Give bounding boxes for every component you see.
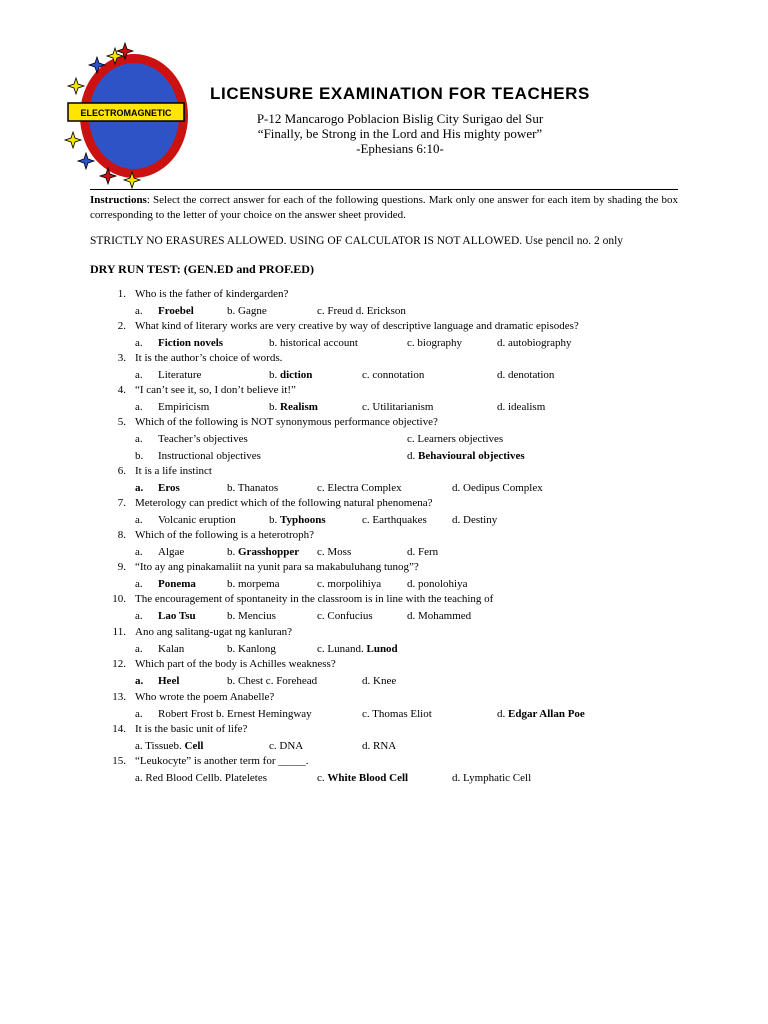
option-text: d. Fern [407,546,439,558]
option-text: d. Mohammed [407,610,472,622]
bible-verse: -Ephesians 6:10- [356,141,444,156]
question-text: Which of the following is NOT synonymous performance objective? [135,416,438,428]
option-text: Volcanic eruption [158,514,236,526]
option-text: d. Oedipus Complex [452,482,543,494]
electromagnetic-logo [62,40,202,190]
question-text: What kind of literary works are very creative by way of descriptive language and dramatic episodes? [135,320,579,332]
option-text: White Blood Cell [327,772,409,784]
option-text: Lao Tsu [158,610,196,622]
correct-answer-option [227,546,299,558]
question-text: “Ito ay ang pinakamaliit na yunit para sa makabuluhang tunog”? [135,561,419,573]
answer-option [362,740,396,752]
option-text: c. connotation [362,369,425,381]
answer-option [407,546,438,558]
question-item [0,529,768,561]
answer-option [158,450,261,462]
option-letter: a. [135,401,143,413]
option-text: Fiction novels [158,337,224,349]
option-text: Cell [184,740,204,752]
question-number: 9. [117,561,126,573]
question-number: 11. [112,626,126,638]
option-text: c. Freud d. Erickson [317,305,406,317]
correct-answer-option [497,708,585,720]
option-text: Behavioural objectives [418,450,525,462]
question-item [0,288,768,320]
option-text: Lunod [366,643,398,655]
instructions-label: Instructions [90,194,147,206]
question-number: 12. [112,658,126,670]
question-text: Who wrote the poem Anabelle? [135,691,275,703]
header-divider [90,189,678,190]
option-text: Literature [158,369,202,381]
option-prefix: b. [269,369,280,381]
question-text: “Leukocyte” is another term for _____. [135,755,309,767]
question-item [0,416,768,462]
question-text: Which of the following is a heterotroph? [135,529,315,541]
answer-option [497,369,554,381]
option-letter: a. [135,482,144,494]
answer-option [452,514,497,526]
answer-option [497,337,572,349]
answer-option [158,708,312,720]
correct-answer-option [158,610,196,622]
question-item [0,691,768,723]
answer-option [158,643,184,655]
question-text: Which part of the body is Achilles weakness? [135,658,336,670]
option-text: d. idealism [497,401,546,413]
option-text: d. denotation [497,369,555,381]
option-letter: a. [135,643,143,655]
option-text: Edgar Allan Poe [508,708,585,720]
correct-answer-option [158,482,180,494]
answer-option [227,482,278,494]
star-icon [65,132,81,148]
answer-option [135,772,267,784]
school-address: P-12 Mancarogo Poblacion Bislig City Surigao del Sur [256,111,544,126]
option-text: c. Thomas Eliot [362,708,432,720]
option-text: Instructional objectives [158,450,261,462]
instructions [90,193,678,223]
question-item [0,755,768,787]
question-number: 1. [117,288,126,300]
option-text: Robert Frost b. Ernest Hemingway [158,708,312,720]
correct-answer-option [269,369,312,381]
option-prefix: b. [269,401,280,413]
question-text: Meterology can predict which of the following natural phenomena? [135,497,433,509]
option-prefix: b. [227,546,238,558]
option-text: c. DNA [269,740,304,752]
question-text: It is a life instinct [135,465,212,477]
question-item [0,658,768,690]
option-text: c. Moss [317,546,352,558]
question-number: 8. [117,529,126,541]
option-text: b. Thanatos [227,482,279,494]
answer-option [452,772,531,784]
answer-option [317,578,381,590]
option-text: Algae [158,546,185,558]
exam-header [190,84,610,156]
question-text: The encouragement of spontaneity in the classroom is in line with the teaching of [135,593,494,605]
option-letter: a. [135,337,143,349]
star-icon [78,153,94,169]
answer-option [227,643,276,655]
question-number: 2. [117,320,126,332]
correct-answer-option [317,643,398,655]
question-text: Who is the father of kindergarden? [135,288,289,300]
instructions-text: : Select the correct answer for each of the following questions. Mark only one answer for each item by shading the box corresponding to the letter of your choice on the answer sheet provided. [90,194,678,221]
answer-option [362,675,396,687]
option-text: Heel [158,675,180,687]
option-text: diction [280,369,313,381]
question-text: Ano ang salitang-ugat ng kanluran? [135,626,293,638]
option-text: Realism [280,401,318,413]
question-item [0,352,768,384]
question-item [0,723,768,755]
answer-option [362,401,433,413]
option-letter: a. [135,433,143,445]
option-text: b. historical account [269,337,358,349]
answer-option [317,610,373,622]
answer-option [362,708,432,720]
answer-option [362,514,427,526]
question-item [0,384,768,416]
question-number: 5. [117,416,126,428]
option-text: c. Earthquakes [362,514,427,526]
option-text: Empiricism [158,401,210,413]
correct-answer-option [135,740,203,752]
answer-option [269,740,303,752]
answer-option [158,514,236,526]
exam-title: LICENSURE EXAMINATION FOR TEACHERS [210,84,590,103]
option-text: b. morpema [227,578,280,590]
option-text: d. RNA [362,740,397,752]
answer-option [158,546,184,558]
correct-answer-option [317,772,408,784]
section-title: DRY RUN TEST: (GEN.ED and PROF.ED) [90,262,314,276]
option-letter: a. [135,708,143,720]
logo-banner-text: ELECTROMAGNETIC [80,108,172,118]
correct-answer-option [269,401,318,413]
question-item [0,465,768,497]
option-text: c. biography [407,337,462,349]
question-item [0,320,768,352]
option-prefix: d. [497,708,508,720]
option-prefix: c. Lunand. [317,643,367,655]
option-text: c. Learners objectives [407,433,504,445]
option-text: c. morpolihiya [317,578,382,590]
option-letter: a. [135,675,144,687]
motto-quote: “Finally, be Strong in the Lord and His mighty power” [257,126,543,141]
answer-option [407,337,462,349]
option-prefix: c. [317,772,328,784]
option-text: Typhoons [280,514,326,526]
answer-option [158,369,201,381]
option-text: a. Red Blood Cellb. Plateletes [135,772,267,784]
question-item [0,626,768,658]
option-prefix: a. Tissueb. [135,740,185,752]
strict-notice: STRICTLY NO ERASURES ALLOWED. USING OF CALCULATOR IS NOT ALLOWED. Use pencil no. 2 only [90,235,624,247]
option-text: b. Mencius [227,610,276,622]
option-text: Kalan [158,643,185,655]
correct-answer-option [269,514,326,526]
question-number: 3. [117,352,126,364]
correct-answer-option [158,305,194,317]
question-number: 15. [112,755,126,767]
answer-option [407,610,471,622]
option-letter: a. [135,546,143,558]
option-text: d. autobiography [497,337,572,349]
correct-answer-option [158,675,179,687]
option-letter: a. [135,369,143,381]
option-text: d. Knee [362,675,397,687]
option-text: b. Kanlong [227,643,276,655]
question-number: 6. [117,465,126,477]
option-text: d. ponolohiya [407,578,468,590]
answer-option [407,433,503,445]
option-text: Ponema [158,578,196,590]
option-text: c. Confucius [317,610,373,622]
question-item [0,593,768,625]
question-text: It is the basic unit of life? [135,723,248,735]
answer-option [317,546,351,558]
option-text: Eros [158,482,180,494]
option-letter: a. [135,305,143,317]
option-letter: b. [135,450,144,462]
option-text: Grasshopper [238,546,300,558]
option-letter: a. [135,610,143,622]
option-prefix: d. [407,450,418,462]
option-text: d. Destiny [452,514,498,526]
answer-option [407,578,468,590]
option-letter: a. [135,578,143,590]
question-number: 4. [117,384,126,396]
answer-option [227,305,267,317]
answer-option [497,401,545,413]
option-text: c. Utilitarianism [362,401,434,413]
option-letter: a. [135,514,143,526]
answer-option [227,675,317,687]
answer-option [158,401,209,413]
answer-option [227,610,276,622]
correct-answer-option [407,450,525,462]
option-text: Froebel [158,305,194,317]
answer-option [269,337,358,349]
question-item [0,561,768,593]
option-text: b. Chest c. Forehead [227,675,318,687]
question-number: 7. [117,497,126,509]
answer-option [362,369,424,381]
correct-answer-option [158,578,196,590]
option-prefix: b. [269,514,280,526]
option-text: d. Lymphatic Cell [452,772,532,784]
question-number: 14. [112,723,126,735]
question-number: 10. [112,593,126,605]
correct-answer-option [158,337,223,349]
answer-option [317,482,402,494]
question-text: “I can’t see it, so, I don’t believe it!” [135,384,296,396]
star-icon [68,78,84,94]
answer-option [317,305,406,317]
option-text: b. Gagne [227,305,267,317]
option-text: Teacher’s objectives [158,433,248,445]
question-text: It is the author’s choice of words. [135,352,283,364]
question-item [0,497,768,529]
option-text: c. Electra Complex [317,482,402,494]
question-number: 13. [112,691,126,703]
answer-option [452,482,543,494]
answer-option [158,433,248,445]
answer-option [227,578,280,590]
